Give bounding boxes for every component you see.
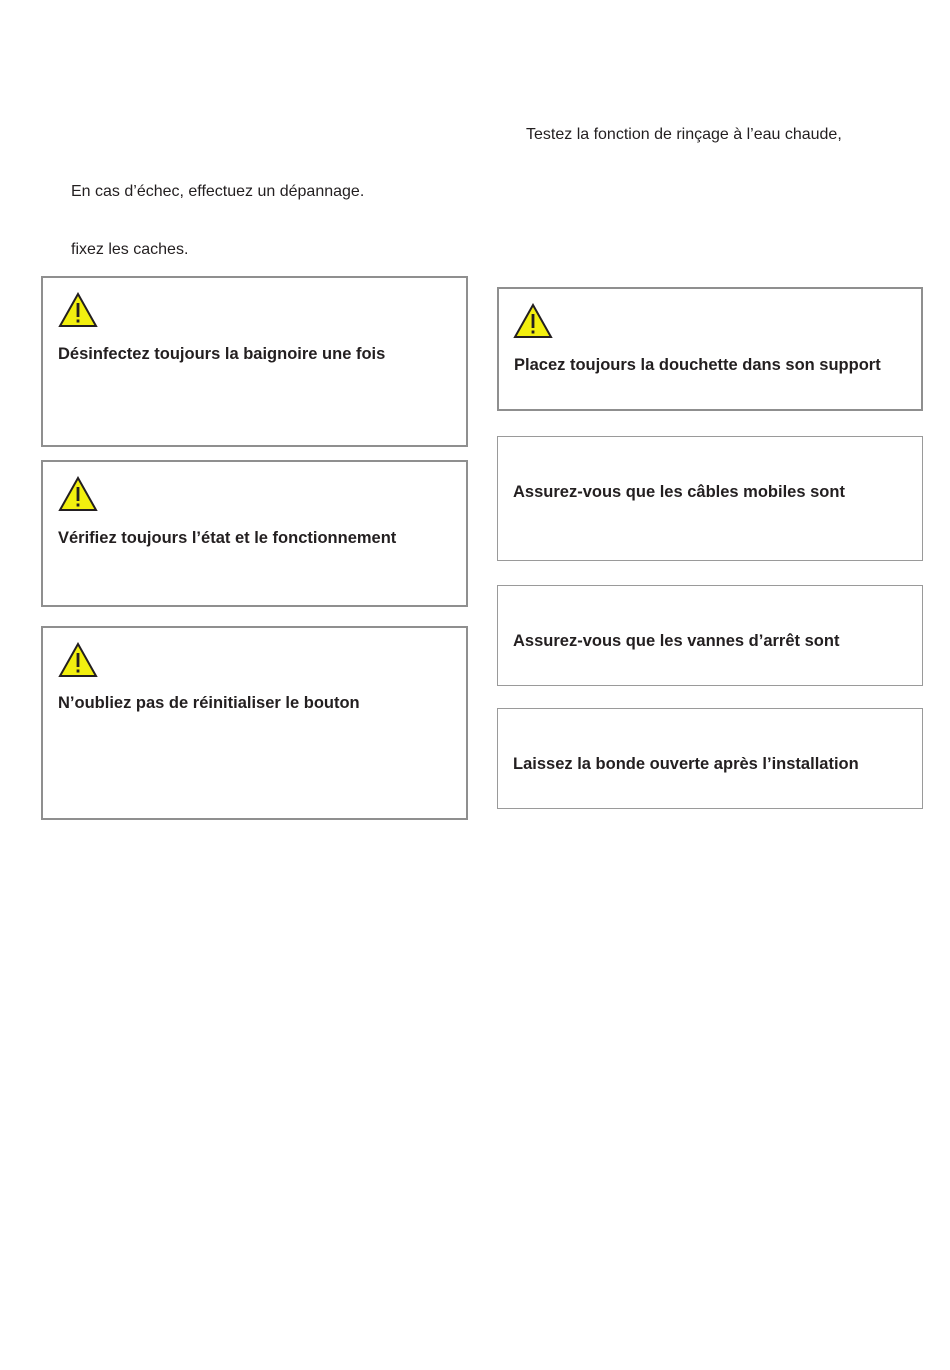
note-text: Assurez-vous que les câbles mobiles sont [513, 483, 845, 501]
warning-triangle-icon [58, 292, 98, 328]
warning-text: Vérifiez toujours l’état et le fonctionnement [58, 529, 397, 547]
warning-box-shower-holder [497, 287, 923, 411]
note-box-drain-open [497, 708, 923, 809]
intro-line-troubleshoot: En cas d’échec, effectuez un dépannage. [71, 183, 365, 200]
warning-triangle-icon [58, 476, 98, 512]
warning-box-disinfect [41, 276, 468, 447]
warning-text: Désinfectez toujours la baignoire une fois [58, 345, 386, 363]
warning-triangle-icon [513, 303, 553, 339]
warning-text: N’oubliez pas de réinitialiser le bouton [58, 694, 360, 712]
note-text: Assurez-vous que les vannes d’arrêt sont [513, 632, 840, 650]
note-box-shutoff-valves [497, 585, 923, 686]
warning-text: Placez toujours la douchette dans son support [514, 356, 881, 374]
note-text: Laissez la bonde ouverte après l’installation [513, 755, 859, 773]
intro-line-rinse-test: Testez la fonction de rinçage à l’eau chaude, [526, 126, 842, 143]
note-box-cables [497, 436, 923, 561]
warning-box-reset-button [41, 626, 468, 820]
intro-line-covers: fixez les caches. [71, 241, 189, 258]
warning-triangle-icon [58, 642, 98, 678]
warning-box-check-condition [41, 460, 468, 607]
